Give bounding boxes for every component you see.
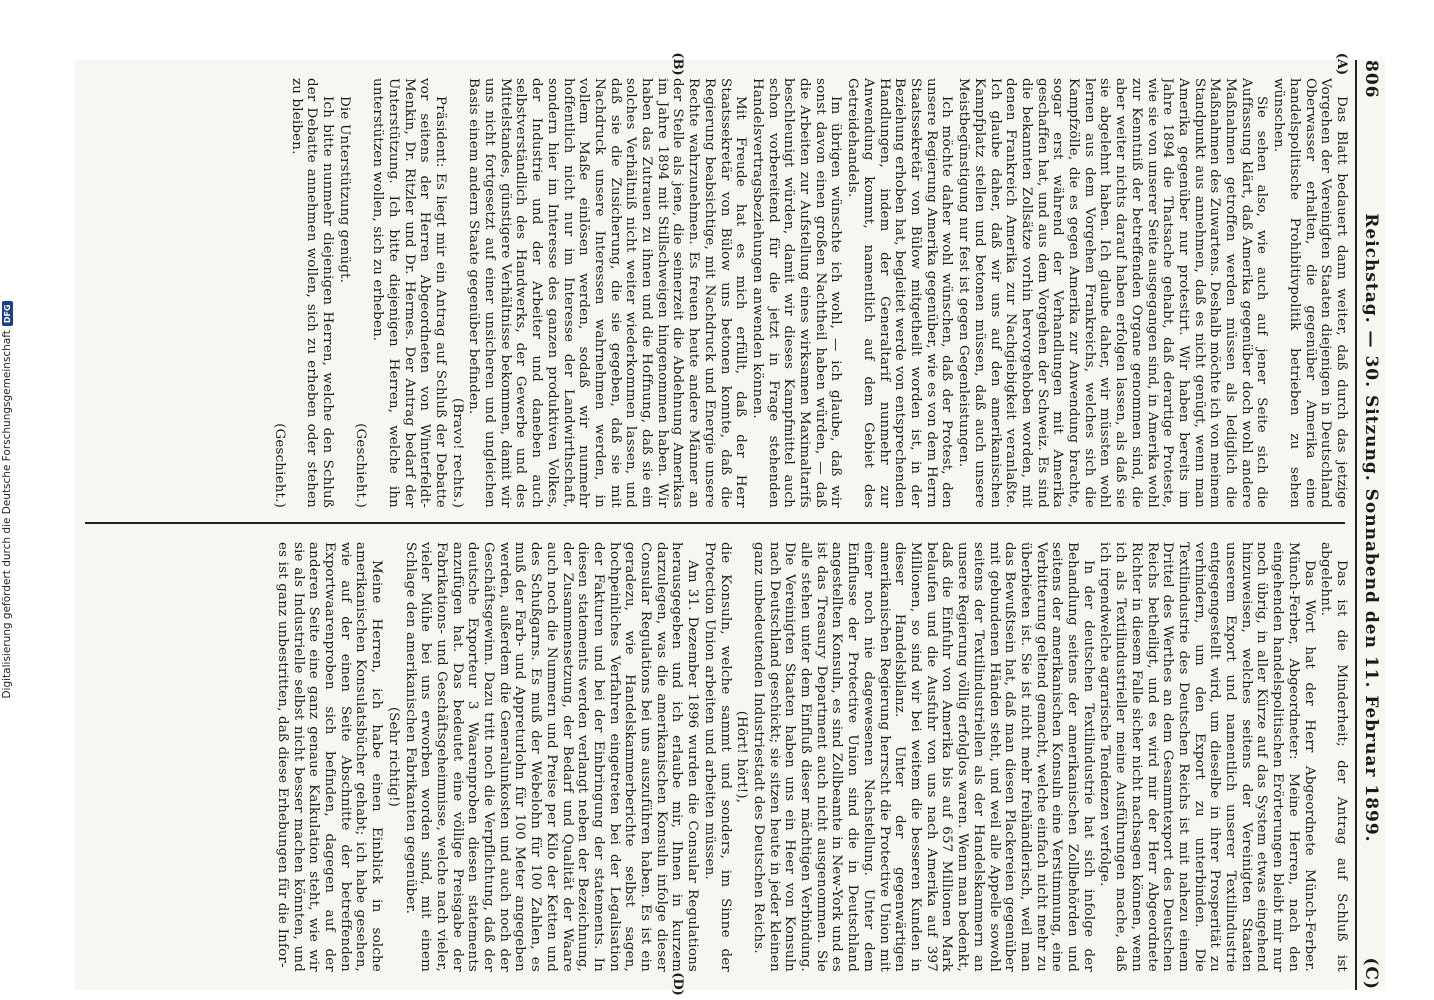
- page-number: 806: [1361, 60, 1381, 99]
- paragraph: Sie sehen also, wie auch auf jener Seite sich die Auffassung klärt, daß Amerika gegenüber doch wohl andere Maßnahmen getroffen werden müssen als lediglich die Maßnahmen des Zuwartens. Deshalb möchte ich von meinem Standpunkt aus annehmen, daß es nicht genügt, wenn man Amerika gegenüber nur protestirt. Wir haben bereits im Jahre 1894 die Thatsache gehabt, daß derartige Proteste, wie sie von unserer Seite ausgegangen sind, in Amerika wohl zur Kenntniß der betreffenden Organe genommen sind, die aber weiter nichts darauf haben erfolgen lassen, als daß sie sie abgelehnt haben. Ich glaube daher, wir müssten wohl lernen aus dem Vorgehen Frankreichs, welches sich die Kampfzölle, die es gegen Amerika zur Anwendung brachte, sogar erst während der Verhandlungen mit Amerika geschaffen hat, und aus dem Vorgehen der Schweiz. Es sind die bekannten Zollsätze vorhin hervorgehoben worden, mit denen Frankreich Amerika zur Nachgiebigkeit veranlaßte. Ich glaube daher, daß wir uns auf den amerikanischen Kampfplatz stellen und betonen müssen, daß auch unsere Meistbegünstigung nur fest ist gegen Gegenleistungen.: [956, 78, 1270, 508]
- column-divider: [85, 522, 1345, 524]
- paragraph: Präsident: Es liegt mir ein Antrag auf Schluß der Debatte vor seitens der Herren Abgeordneten von Winterfeldt-Menkin, Dr. Ritzler und Dr. Hermes. Der Antrag bedarf der Unterstützung. Ich bitte diejenigen Herren, welche ihn unterstützen wollen, sich zu erheben.: [370, 78, 448, 508]
- interjection: (Hört! hört!),: [734, 710, 750, 804]
- page-header: [1355, 60, 1385, 990]
- interjection: (Sehr richtig!): [385, 706, 401, 808]
- marker-d: (D): [670, 972, 685, 996]
- paragraph: Ich bitte nunmehr diejenigen Herren, welche den Schluß der Debatte annehmen wollen, sich zu erheben oder stehen zu bleiben.: [288, 78, 335, 508]
- paragraph: Meine Herren, ich habe einen Einblick in solche amerikanischen Konsulatsbücher gehabt; ich habe gesehen, wie auf der einen Seite Abschnitte der betreffenden Exportwaarenproben sich befinden, dagegen auf der anderen Seite eine ganz genaue Kalkulation steht, wie wir sie als Industrielle selbst nicht besser machen könnten, und es ist ganz unbestritten, daß diese Erhebungen für die Infor-: [274, 542, 385, 972]
- interjection: (Geschieht.): [353, 423, 369, 508]
- digitization-credit: [0, 0, 14, 1000]
- newspaper-page: [75, 52, 1385, 996]
- paragraph: Das Blatt bedauert dann weiter, daß durch das jetzige Vorgehen der Vereinigten Staaten diejenigen in Deutschland Oberwasser erhalten, die gegenüber Amerika eine handelspolitische Prohibitivpolitik betrieben zu sehen wünschen.: [1271, 78, 1349, 508]
- page-title: Reichstag. — 30. Sitzung. Sonnabend den 11. Februar 1899.: [1361, 213, 1381, 843]
- right-marker: (C): [1361, 957, 1381, 990]
- paragraph: Mit Freude hat es mich erfüllt, daß der Herr Staatssekretär von Bülow uns betonen konnte, daß die Regierung beabsichtige, mit Nachdruck und Energie unsere Rechte wahrzunehmen. Es freuen heute andere Männer an der Stelle als jene, die seinerzeit die Abdehnung Amerikas im Jahre 1894 mit Stillschweigen hingenommen haben. Wir haben das Zutrauen zu ihnen und die Hoffnung, daß sie ein solches Verhältniß nicht weiter wiederkommen lassen, und daß sie die Zusicherung, die sie gegeben, daß sie mit Nachdruck unsere Interessen wahrnehmen werden, in vollem Maße einlösen werden, sodaß wir nunmehr hoffentlich nicht nur im Interesse der Landwirthschaft, sondern hier im Interesse des ganzen produktiven Volkes, der Industrie und der Arbeiter und daneben auch selbstverständlich des Handwerks, der Gewerbe und des Mittelstandes, günstigere Verhältnisse bekommen, damit wir uns nicht fortgesetzt auf einer unsicheren und ungleichen Basis einem andern Staate gegenüber befinden.: [466, 78, 749, 508]
- paragraph: die Konsuln, welche sammt und sonders, im Sinne der Protection Union arbeiten und arbeiten müssen.: [701, 542, 733, 972]
- left-column: [81, 78, 1349, 508]
- dfg-logo-icon: DFG: [2, 301, 13, 326]
- paragraph: Im übrigen wünschte ich wohl, — ich glaube, daß wir sonst davon einen großen Nachtheil haben würden, — daß die Arbeiten zur Aufstellung eines wirksamen Maximaltarifs beschleunigt würden, damit wir dieses Kampfmittel auch schon vorbereitend für die jetzt in Frage stehenden Handelsvertragsbeziehungen anwenden können.: [749, 78, 844, 508]
- credit-text: Digitalisierung gefördert durch die Deutsche Forschungsgemeinschaft: [1, 330, 13, 699]
- rotated-page-content: [75, 52, 1385, 996]
- paragraph: Am 31. Dezember 1896 wurden die Consular Regulations herausgegeben und ich erlaube mir, Ihnen in kurzem darzulegen, was die amerikanischen Konsuln infolge dieser Consular Regulations bei uns auszuführen haben. Es ist ein geradezu, wie Handelskammerberichte selbst sagen, hochpeinliches Verfahren eingetreten bei der Legalisation der Fakturen und bei der Einbringung der statements. In diesen statements werden verlangt neben der Bezeichnung, der Zusammensetzung, der Bedarf und Qualität der Waare auch noch die Nummern und Preise per Kilo der Ketten und des Schußgarns. Es muß der Webelohn für 100 Zahlen, es muß der Farb- und Appreturlohn für 100 Meter angegeben werden, außerdem die Generalunkosten und auch noch der Geschäftsgewinn. Dazu tritt noch die Verpflichtung, daß der deutsche Exporteur 3 Waarenproben diesen statements anzufügen hat. Das bedeutet eine völlige Preisgabe der Fabrikations- und Geschäftsgeheimnisse, welche nach vieler, vieler Mühe bei uns erworben worden sind, mit einem Schlage den amerikanischen Fabrikanten gegenüber.: [402, 542, 701, 972]
- paragraph: Das Wort hat der Herr Abgeordnete Münch-Ferber. Münch-Ferber, Abgeordneter: Meine Herren, nach den eingehenden handelspolitischen Erörterungen bleibt mir nur noch übrig, in aller Kürze auf das System etwas eingehend hinzuweisen, welches seitens der Vereinigten Staaten unserem Export und namentlich unserer Textilindustrie entgegengestellt wird, um dieselbe in ihrer Prosperität zu verhindern, um den Export zu unterbinden. Die Textilindustrie des Deutschen Reichs ist mit nahezu einem Drittel des Werthes an dem Gesammtexport des Deutschen Reichs betheiligt, und es wird mir der Herr Abgeordnete Richter in diesem Falle sicher nicht nachsagen können, wenn ich als Textilindustrieller meine Ausführungen mache, daß ich irgendwelche agrarische Tendenzen verfolge.: [1097, 542, 1317, 972]
- paragraph: Das ist die Minderheit; der Antrag auf Schluß ist abgelehnt.: [1318, 542, 1349, 972]
- interjection: (Geschieht.): [271, 423, 287, 508]
- marker-b: (B): [670, 52, 685, 76]
- marker-a: (A): [1334, 52, 1349, 76]
- paragraph: In der deutschen Textilindustrie hat sich infolge der Behandlung seitens der amerikanischen Zollbehörden und seitens der amerikanischen Konsuln eine Verstimmung, eine Verbitterung geltend gemacht, welche einfach nicht mehr zu überbieten ist. Sie ist nicht mehr freihändlerisch, weil man das Bewußtsein hat, daß man diesen Plackereien gegenüber mit gebundenen Händen steht, und weil alle Appelle sowohl seitens der Textilindustriellen als der Handelskammern an unsere Regierung völlig erfolglos waren. Wenn man bedenkt, daß die Einfuhr von Amerika bis auf 657 Millionen Mark belaufen und die Ausfuhr von uns nach Amerika auf 397 Millionen, so sind wir bei weitem die besseren Kunden in dieser Handelsbilanz. Unter der gegenwärtigen amerikanischen Regierung herrscht die Protective Union mit einer noch nie dagewesenen Nachstellung. Unter dem Einflusse der Protective Union sind die in Deutschland angestellten Konsuln, es sind Zollbeamte in New-York und es ist das Treasury Department auch nicht ausgenommen. Sie alle stehen unter dem Einfluß dieser mächtigen Verbindung. Die Vereinigten Staaten haben uns ein Heer von Konsuln nach Deutschland geschickt; sie sitzen heute in jeder kleinen ganz unbedeutenden Industriestadt des Deutschen Reichs.: [750, 542, 1096, 972]
- right-column: [81, 542, 1349, 972]
- paragraph: Die Unterstützung genügt.: [336, 96, 352, 284]
- interjection: (Bravo! rechts.): [449, 397, 465, 508]
- paragraph: Ich möchte daher wohl wünschen, daß der Protest, den unsere Regierung Amerika gegenüber, wie es von dem Herrn Staatssekretär von Bülow mitgetheilt worden ist, in der Beziehung erhoben hat, begleitet werde von entsprechenden Handlungen, indem der Generaltarif nunmehr zur Anwendung kommt, namentlich auf dem Gebiet des Getreidehandels.: [845, 78, 955, 508]
